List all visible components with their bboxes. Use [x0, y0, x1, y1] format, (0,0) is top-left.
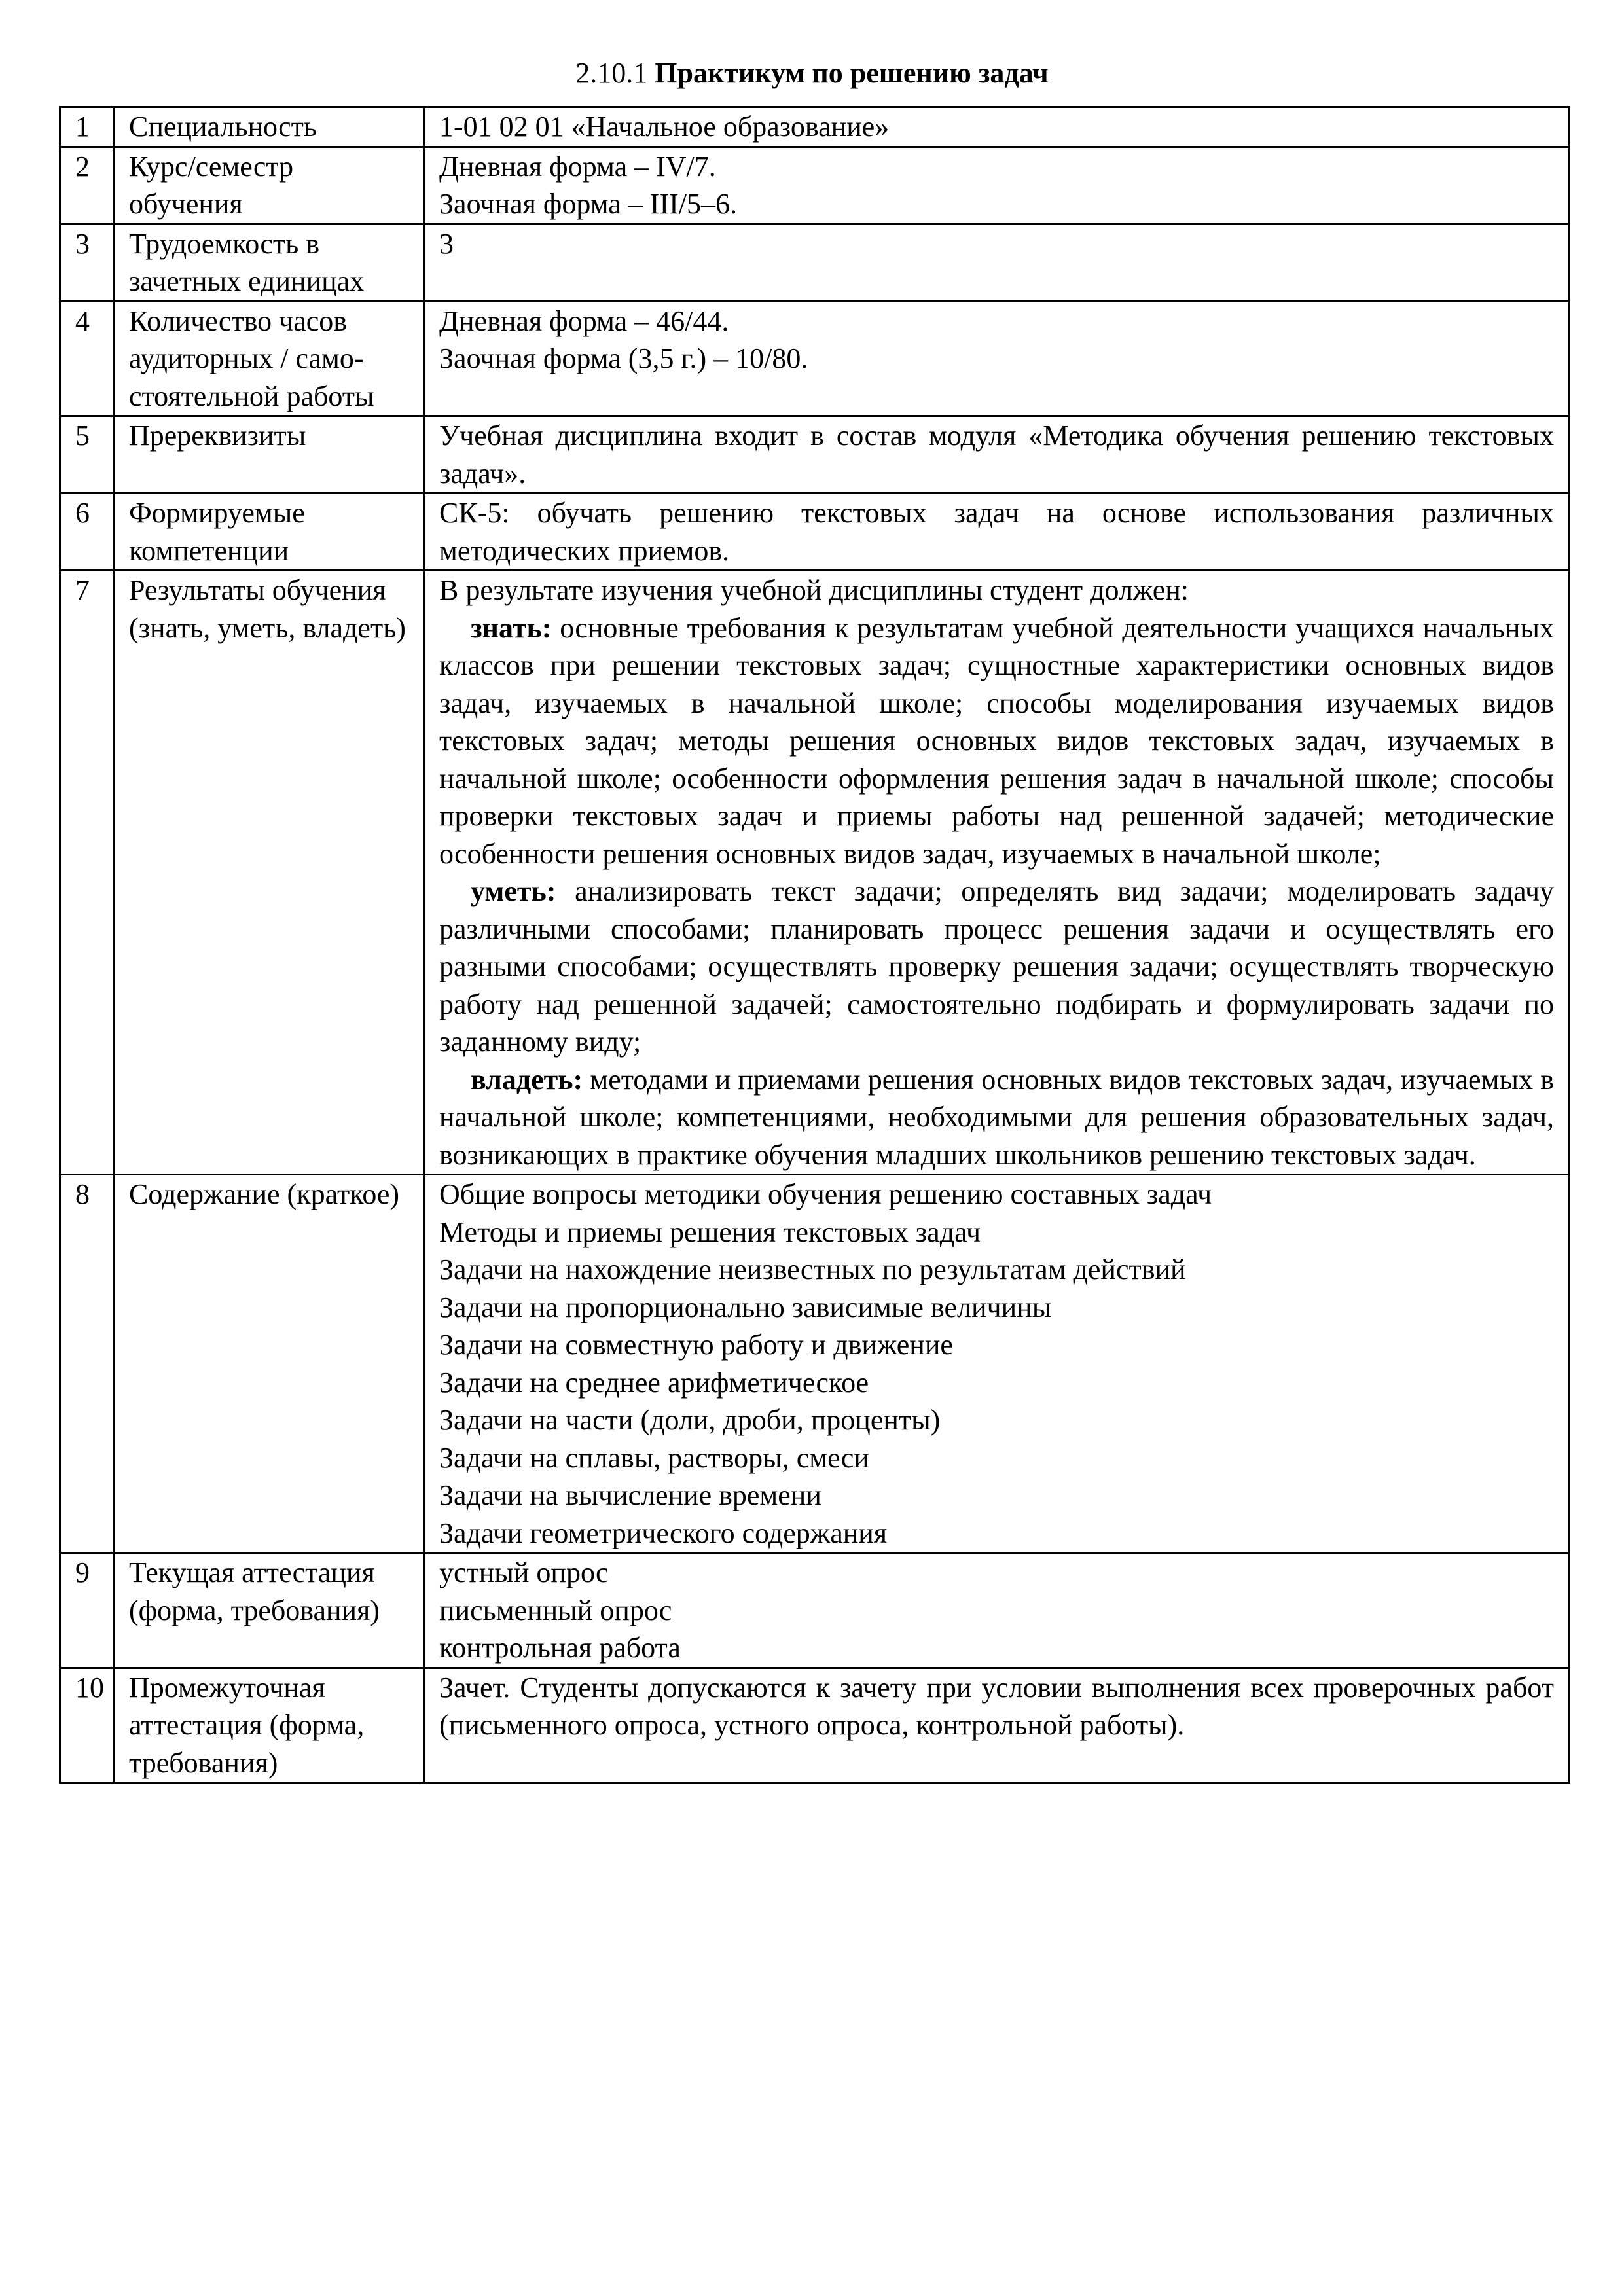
table-row [60, 107, 1570, 147]
row-label: Специальность [114, 107, 424, 147]
content-line: Заочная форма (3,5 г.) – 10/80. [439, 342, 808, 374]
content-line: письменный опрос [439, 1594, 672, 1626]
row-content [424, 301, 1570, 416]
row-label: Формируемые компетенции [114, 493, 424, 571]
table-row [60, 1553, 1570, 1668]
content-line: Задачи на вычисление времени [439, 1479, 821, 1511]
row-label: Текущая аттестация (форма, требования) [114, 1553, 424, 1668]
results-can [439, 872, 1554, 1061]
row-number: 3 [60, 224, 114, 301]
table-row [60, 493, 1570, 571]
content-paragraph: СК-5: обучать решению текстовых задач на основе использования различных методических приемов. [439, 497, 1554, 567]
table-row [60, 1668, 1570, 1783]
table-row [60, 224, 1570, 301]
content-line: Задачи на нахождение неизвестных по результатам действий [439, 1253, 1186, 1285]
row-content [424, 416, 1570, 493]
content-line: контрольная работа [439, 1632, 681, 1664]
know-text: основные требования к результатам учебной деятельности учащихся начальных классов при решении текстовых задач; сущностные характеристики основных видов задач, изучаемых в начальной школе; способы моделирования изучаемых видов текстовых задач; методы решения основных видов текстовых задач, изучаемых в начальной школе; особенности оформления решения задач в начальной школе; способы проверки текстовых задач и приемы работы над решенной задачей; методические особенности решения основных видов задач, изучаемых в начальной школе; [439, 611, 1554, 870]
content-line: 3 [439, 227, 454, 260]
row-number: 10 [60, 1668, 114, 1783]
row-content [424, 147, 1570, 224]
row-number: 6 [60, 493, 114, 571]
content-line: Задачи на пропорционально зависимые величины [439, 1291, 1052, 1323]
row-number: 5 [60, 416, 114, 493]
row-number: 9 [60, 1553, 114, 1668]
content-line: Дневная форма – IV/7. [439, 150, 716, 183]
can-text: анализировать текст задачи; определять вид задачи; моделировать задачу различными способами; планировать процесс решения задачи и осуществлять его разными способами; осуществлять проверку решения задачи; осуществлять творческую работу над решенной задачей; самостоятельно подбирать и формулировать задачи по заданному виду; [439, 875, 1554, 1058]
content-line: устный опрос [439, 1556, 609, 1588]
table-row [60, 416, 1570, 493]
section-number: 2.10.1 [575, 57, 648, 89]
section-title: Практикум по решению задач [655, 57, 1049, 89]
row-content [424, 571, 1570, 1175]
row-number: 2 [60, 147, 114, 224]
table-row [60, 1175, 1570, 1553]
row-content [424, 1668, 1570, 1783]
content-line: Задачи на совместную работу и движение [439, 1329, 953, 1361]
row-label: Промежуточная аттестация (форма, требования) [114, 1668, 424, 1783]
row-content [424, 224, 1570, 301]
own-keyword: владеть: [471, 1063, 583, 1096]
page-title [0, 55, 1624, 92]
row-content [424, 1553, 1570, 1668]
own-text: методами и приемами решения основных видов текстовых задач, изучаемых в начальной школе; компетенциями, необходимыми для решения образовательных задач, возникающих в практике обучения младших школьников решению текстовых задач. [439, 1063, 1554, 1171]
table-row [60, 301, 1570, 416]
results-own [439, 1061, 1554, 1174]
content-line: Задачи на части (доли, дроби, проценты) [439, 1404, 941, 1436]
content-line: Методы и приемы решения текстовых задач [439, 1215, 981, 1248]
can-keyword: уметь: [471, 875, 556, 907]
row-number: 1 [60, 107, 114, 147]
know-keyword: знать: [471, 611, 552, 644]
content-line: Задачи геометрического содержания [439, 1516, 888, 1549]
table-row [60, 571, 1570, 1175]
content-paragraph: Учебная дисциплина входит в состав модуля «Методика обучения решению текстовых задач». [439, 420, 1554, 490]
content-line: Общие вопросы методики обучения решению составных задач [439, 1178, 1212, 1210]
row-label: Количество часов аудиторных / само-стоятельной работы [114, 301, 424, 416]
row-label: Результаты обучения (знать, уметь, владеть) [114, 571, 424, 1175]
discipline-table [59, 106, 1570, 1784]
results-intro: В результате изучения учебной дисциплины студент должен: [439, 574, 1189, 606]
results-know [439, 609, 1554, 873]
row-label: Содержание (краткое) [114, 1175, 424, 1553]
content-paragraph: Зачет. Студенты допускаются к зачету при условии выполнения всех проверочных работ (письменного опроса, устного опроса, контрольной работы). [439, 1671, 1554, 1741]
row-label: Пререквизиты [114, 416, 424, 493]
row-content [424, 1175, 1570, 1553]
row-content [424, 107, 1570, 147]
content-line: Задачи на среднее арифметическое [439, 1366, 869, 1399]
content-line: 1-01 02 01 «Начальное образование» [439, 111, 890, 143]
row-number: 7 [60, 571, 114, 1175]
content-line: Дневная форма – 46/44. [439, 304, 729, 337]
table-row [60, 147, 1570, 224]
row-number: 4 [60, 301, 114, 416]
row-label: Трудоемкость в зачетных единицах [114, 224, 424, 301]
row-content [424, 493, 1570, 571]
row-label: Курс/семестр обучения [114, 147, 424, 224]
row-number: 8 [60, 1175, 114, 1553]
content-line: Заочная форма – III/5–6. [439, 188, 737, 220]
content-line: Задачи на сплавы, растворы, смеси [439, 1441, 869, 1474]
